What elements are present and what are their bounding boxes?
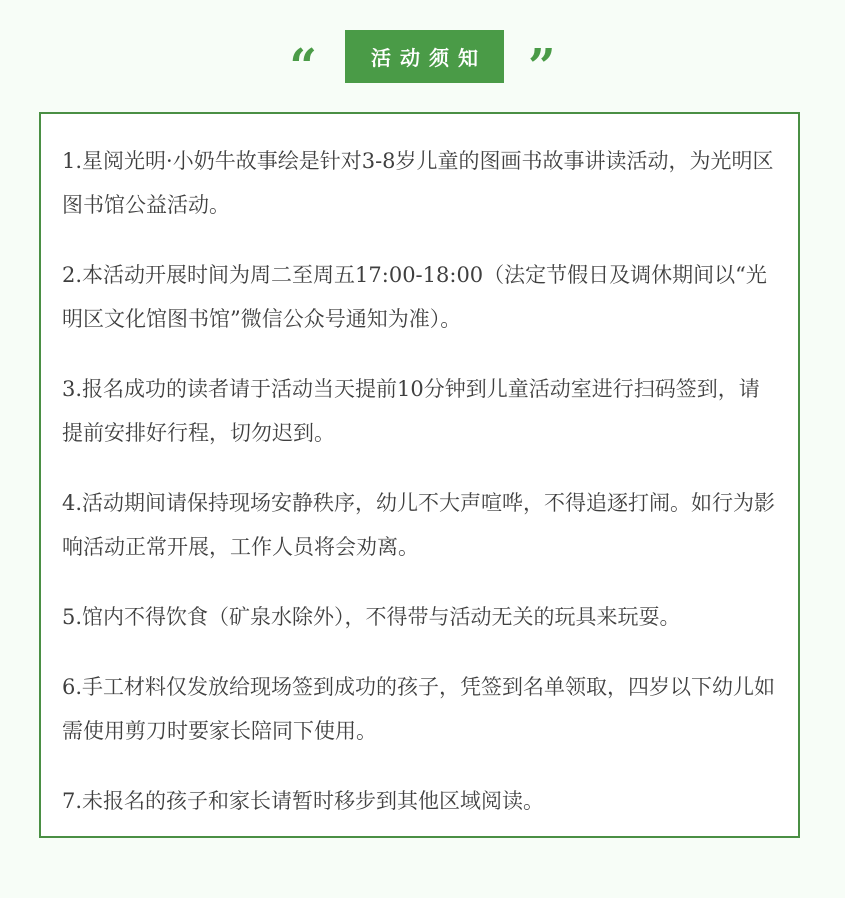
notice-item-4: 4.活动期间请保持现场安静秩序，幼儿不大声喧哗，不得追逐打闹。如行为影响活动正常开展，工作人员将会劝离。 (62, 491, 776, 559)
notice-item-7: 7.未报名的孩子和家长请暂时移步到其他区域阅读。 (62, 789, 545, 813)
notice-item-3: 3.报名成功的读者请于活动当天提前10分钟到儿童活动室进行扫码签到，请提前安排好行程，切勿迟到。 (62, 377, 760, 445)
notice-item-5: 5.馆内不得饮食（矿泉水除外），不得带与活动无关的玩具来玩耍。 (62, 605, 681, 629)
opening-quote-icon: “ (289, 38, 317, 95)
notice-header (0, 30, 845, 95)
notice-box (39, 112, 800, 838)
page-title: 活动须知 (345, 30, 504, 83)
page (0, 30, 845, 898)
notice-item-2: 2.本活动开展时间为周二至周五17:00-18:00（法定节假日及调休期间以“光明区文化馆图书馆”微信公众号通知为准）。 (62, 263, 767, 331)
notice-item-6: 6.手工材料仅发放给现场签到成功的孩子，凭签到名单领取，四岁以下幼儿如需使用剪刀时要家长陪同下使用。 (62, 675, 776, 743)
notice-item-1: 1.星阅光明·小奶牛故事绘是针对3-8岁儿童的图画书故事讲读活动，为光明区图书馆公益活动。 (62, 149, 774, 217)
closing-quote-icon: ” (528, 38, 556, 95)
